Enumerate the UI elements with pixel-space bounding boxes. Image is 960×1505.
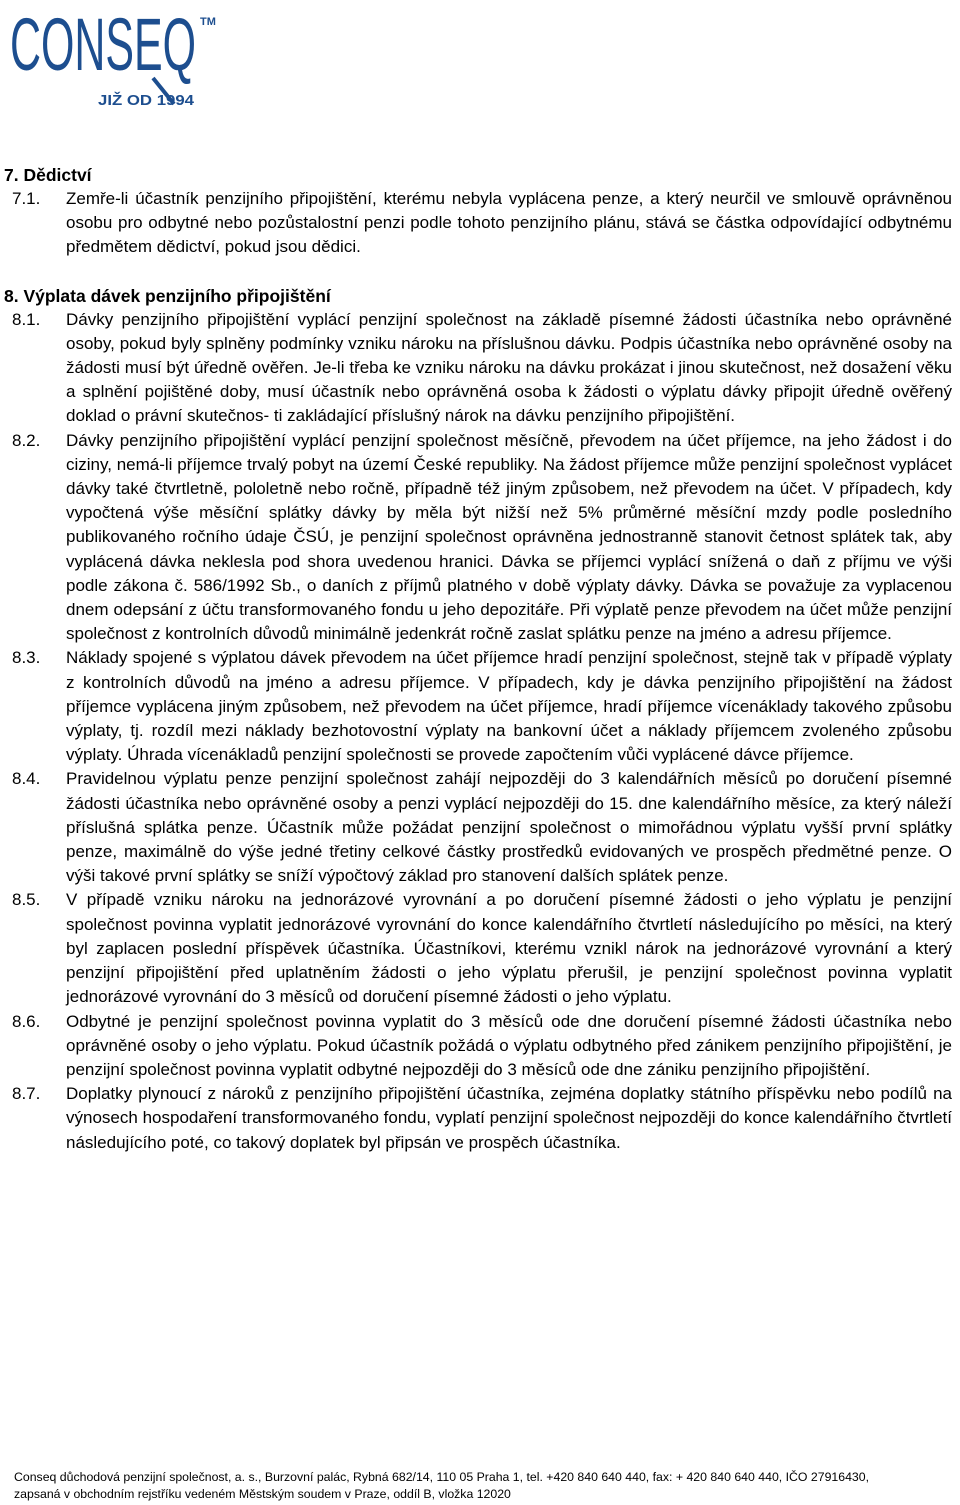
paragraph-text: Dávky penzijního připojištění vyplácí penzijní společnost na základě písemné žádosti účastníka nebo oprávněné osoby, pokud byly splněny podmínky vzniku nároku na příslušnou dávku. Podpis účastníka nebo oprávněné osoby na žádosti musí být úředně ověřen. Je-li třeba ke vzniku nároku na dávku prokázat i jinou skutečnost, než dosažení věku a splnění pojištěné doby, musí účastník nebo oprávněná osoba k žádosti o výplatu dávky připojit úředně ověřený doklad o právní skutečnos- ti zakládající příslušný nárok na dávku penzijního připojištění. xyxy=(66,309,952,426)
paragraph-text: Zemře-li účastník penzijního připojištění, kterému nebyla vyplácena penze, a který neurčil ve smlouvě oprávněnou osobu pro odbytné nebo pozůstalostní penzi podle tohoto penzijního plánu, stává se částka odpovídající odbytnému předmětem dědictví, pokud jsou dědici. xyxy=(66,189,952,257)
paragraph-number: 8.3. xyxy=(12,648,41,668)
paragraph-text: Dávky penzijního připojištění vyplácí penzijní společnost měsíčně, převodem na účet příjemce, na jeho žádost i do ciziny, nemá-li příjemce trvalý pobyt na území České republiky. Na žádost příjemce může penzijní společnost vyplácet dávky také čtvrtletně, pololetně nebo ročně, případně též jiným způsobem, než převodem na účet. V případech, kdy vypočtená výše měsíční splátky dávky by měla být nižší než 5% průměrné měsíční mzdy podle posledního publikovaného ročního údaje ČSÚ, je penzijní společnost oprávněna jednostranně stanovit četnost splátek tak, aby vyplácená dávka neklesla pod shora uvedenou hranici. Dávka se příjemci vyplácí snížená o daň z příjmu ve výši podle zákona č. 586/1992 Sb., o daních z příjmů platného v době výplaty dávky. Dávka se považuje za vyplacenou dnem odepsání z účtu transformovaného fondu u jeho depozitáře. Při výplatě penze převodem na účet může penzijní společnost z kontrolních důvodů minimálně jedenkrát ročně zaslat splátku penze na jméno a adresu příjemce. xyxy=(66,430,952,644)
paragraph xyxy=(0,429,960,647)
paragraph xyxy=(0,1082,960,1155)
paragraph-number: 8.4. xyxy=(12,769,41,789)
paragraph-text: V případě vzniku nároku na jednorázové vyrovnání a po doručení písemné žádosti o jeho výplatu je penzijní společnost povinna vyplatit jednorázové vyrovnání do konce kalendářního čtvrtletí následujícího po měsíci, na který byl zaplacen poslední příspěvek účastníka. Účastníkovi, kterému vznikl nárok na jednorázové vyrovnání a který penzijní připojištění před uplatněním žádosti o jeho výplatu přerušil, je penzijní společnost povinna vyplatit jednorázové vyrovnání do 3 měsíců od doručení písemné žádosti o jeho výplatu. xyxy=(66,890,952,1007)
logo-trademark: TM xyxy=(200,16,216,28)
section-heading: 7. Dědictví xyxy=(4,165,92,185)
paragraph-number: 8.6. xyxy=(12,1011,41,1031)
paragraph xyxy=(0,1010,960,1083)
paragraph xyxy=(0,646,960,767)
paragraph-text: Doplatky plynoucí z nároků z penzijního připojištění účastníka, zejména doplatky státního příspěvku nebo podílů na výnosech hospodaření transformovaného fondu, vyplatí penzijní společnost nejpozději do konce kalendářního čtvrtletí následujícího poté, co takový doplatek byl připsán ve prospěch účastníka. xyxy=(66,1084,952,1152)
paragraph xyxy=(0,308,960,429)
page-footer xyxy=(14,1469,954,1502)
paragraph-number: 8.1. xyxy=(12,309,41,329)
section-heading: 8. Výplata dávek penzijního připojištění xyxy=(4,285,331,306)
section-inheritance xyxy=(0,163,960,260)
paragraph xyxy=(0,888,960,1009)
paragraph xyxy=(0,187,960,260)
document-body xyxy=(0,163,960,1155)
paragraph-text: Odbytné je penzijní společnost povinna vyplatit do 3 měsíců ode dne doručení písemné žádosti účastníka nebo oprávněné osoby o jeho výplatu. Pokud účastník požádá o výplatu odbytného před zánikem penzijního připojištění, je penzijní společnost povinna vyplatit odbytné nejpozději do 3 měsíců ode dne zániku penzijního připojištění. xyxy=(66,1011,952,1079)
paragraph xyxy=(0,767,960,888)
section-benefit-payments xyxy=(0,284,960,1155)
paragraph-number: 8.5. xyxy=(12,890,41,910)
paragraph-number: 8.7. xyxy=(12,1084,41,1104)
logo-tagline: JIŽ OD 1994 xyxy=(98,93,182,109)
paragraph-text: Náklady spojené s výplatou dávek převodem na účet příjemce hradí penzijní společnost, stejně tak v případě výplaty z kontrolních důvodů na jméno a adresu příjemce. V případech, kdy je dávka penzijního připojištění na žádost příjemce vyplácena jiným způsobem, než převodem na účet příjemce, hradí příjemce vícenáklady takového způsobu výplaty, tj. rozdíl mezi náklady bezhotovostní výplaty na bankovní účet a náklady příjemcem zvoleného způsobu výplaty. Úhrada vícenákladů penzijní společnosti se provede započtením vůči vyplácené dávce příjemce. xyxy=(66,648,952,765)
paragraph-number: 8.2. xyxy=(12,430,41,450)
paragraph-text: Pravidelnou výplatu penze penzijní společnost zahájí nejpozději do 3 kalendářních měsíců po doručení písemné žádosti účastníka nebo oprávněné osoby a penzi vyplácí nejpozději do 15. dne kalendářního měsíce, za který náleží příslušná splátka penze. Účastník může požádat penzijní společnost o mimořádnou výplatu vyšší první splátky penze, maximálně do výše jedné třetiny celkové částky prostředků evidovaných ve prospěch předmětné penze. O výši takové první splátky se sníží výpočtový základ pro stanovení dalších splátek penze. xyxy=(66,769,952,886)
logo-brand-text: CONSEQ xyxy=(10,6,197,86)
footer-company-info: Conseq důchodová penzijní společnost, a. s., Burzovní palác, Rybná 682/14, 110 05 Praha 1, tel. +420 840 640 440, fax: + 420 840 640 440, IČO 27916430, xyxy=(14,1470,870,1484)
conseq-logo xyxy=(10,6,225,110)
footer-registry-info: zapsaná v obchodním rejstříku vedeném Městským soudem v Praze, oddíl B, vložka 12020 xyxy=(14,1486,511,1501)
paragraph-number: 7.1. xyxy=(12,189,41,208)
conseq-logo-graphic xyxy=(10,6,225,110)
